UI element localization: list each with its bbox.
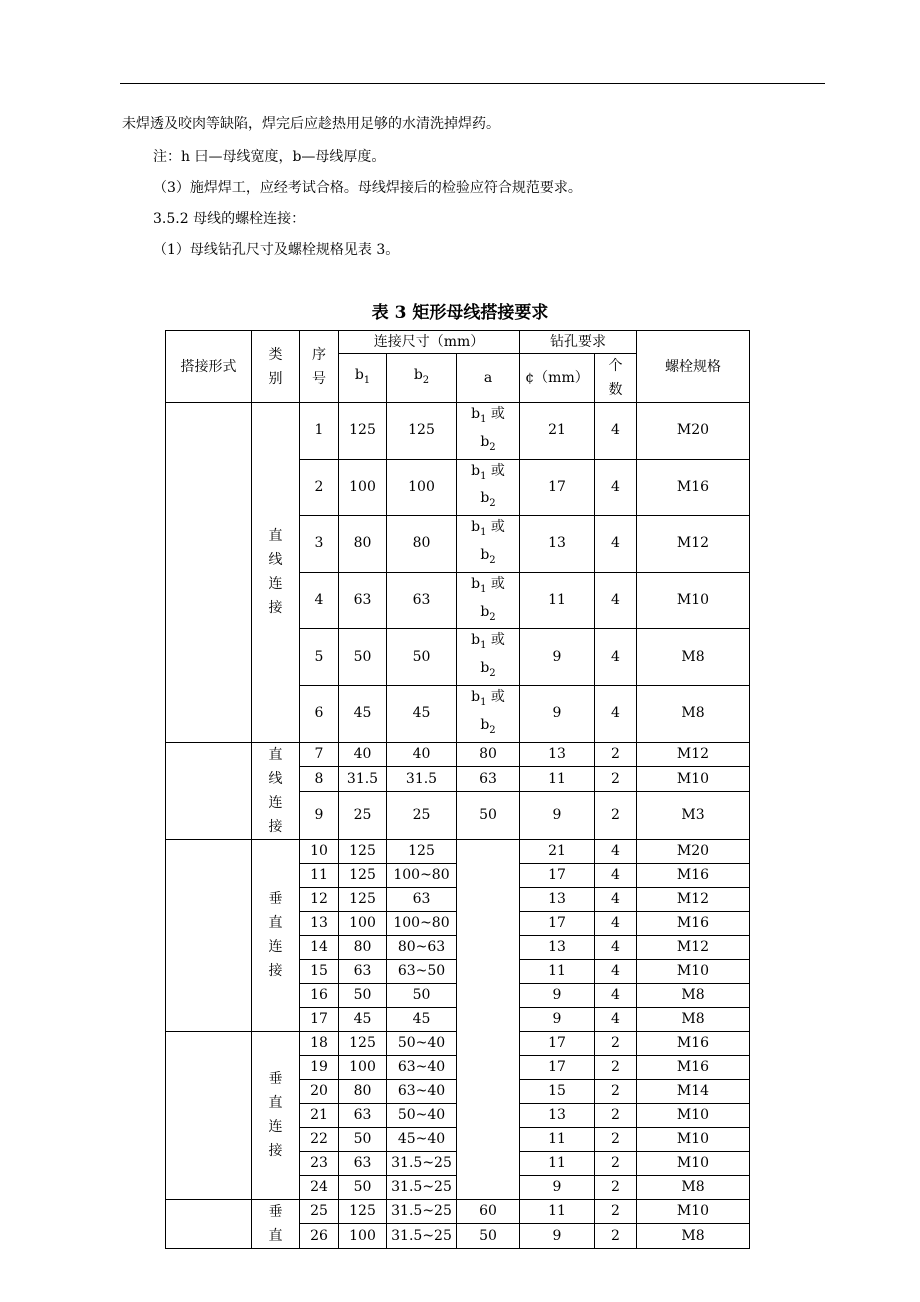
category-text: 直线连接 bbox=[268, 746, 283, 835]
b1-cell: 63 bbox=[339, 1103, 387, 1127]
seq-cell: 18 bbox=[300, 1031, 339, 1055]
b1-cell: 100 bbox=[339, 911, 387, 935]
table-title: 表 3 矩形母线搭接要求 bbox=[371, 303, 549, 323]
b1-cell: 125 bbox=[339, 887, 387, 911]
seq-cell: 25 bbox=[300, 1199, 339, 1224]
a-b-letter: b bbox=[480, 490, 490, 507]
count-cell: 2 bbox=[595, 767, 637, 792]
seq-cell: 8 bbox=[300, 767, 339, 792]
a-or-text: 或 bbox=[486, 575, 505, 592]
seq-cell: 4 bbox=[300, 572, 339, 629]
dia-cell: 11 bbox=[520, 767, 595, 792]
bolt-cell: M12 bbox=[637, 742, 750, 767]
a-sub-2: 2 bbox=[489, 667, 496, 679]
b1-cell: 50 bbox=[339, 1175, 387, 1199]
header-drill: 钻孔要求 bbox=[520, 331, 637, 354]
seq-cell: 14 bbox=[300, 935, 339, 959]
header-b2-letter: b bbox=[413, 367, 423, 384]
b2-cell: 100~80 bbox=[387, 911, 457, 935]
seq-cell: 3 bbox=[300, 516, 339, 573]
busbar-overlap-table bbox=[165, 330, 750, 1249]
form-cell bbox=[166, 1031, 252, 1199]
table-row bbox=[166, 839, 750, 863]
count-cell: 2 bbox=[595, 1175, 637, 1199]
bolt-cell: M16 bbox=[637, 1031, 750, 1055]
a-or-text: 或 bbox=[486, 632, 505, 649]
b1-cell: 50 bbox=[339, 629, 387, 686]
b2-cell: 40 bbox=[387, 742, 457, 767]
count-cell: 4 bbox=[595, 911, 637, 935]
a-cell: 50 bbox=[457, 1224, 520, 1249]
count-cell: 2 bbox=[595, 1224, 637, 1249]
seq-cell: 6 bbox=[300, 685, 339, 742]
b1-cell: 125 bbox=[339, 1199, 387, 1224]
a-b-letter: b bbox=[471, 519, 481, 536]
b2-cell: 25 bbox=[387, 791, 457, 839]
dia-cell: 9 bbox=[520, 685, 595, 742]
count-cell: 2 bbox=[595, 1031, 637, 1055]
b1-cell: 40 bbox=[339, 742, 387, 767]
a-b-letter: b bbox=[471, 462, 481, 479]
dia-cell: 11 bbox=[520, 1199, 595, 1224]
bolt-cell: M12 bbox=[637, 887, 750, 911]
a-cell bbox=[457, 685, 520, 742]
header-category-text: 类别 bbox=[268, 346, 283, 387]
bolt-cell: M8 bbox=[637, 685, 750, 742]
header-conn-size: 连接尺寸（mm） bbox=[339, 331, 520, 354]
a-b-letter: b bbox=[471, 575, 481, 592]
category-cell bbox=[252, 1199, 300, 1248]
bolt-cell: M16 bbox=[637, 459, 750, 516]
b2-cell: 63~40 bbox=[387, 1079, 457, 1103]
category-text: 垂直连接 bbox=[268, 891, 283, 980]
a-cell: 60 bbox=[457, 1199, 520, 1224]
dia-cell: 9 bbox=[520, 1175, 595, 1199]
b2-cell: 50~40 bbox=[387, 1103, 457, 1127]
a-b-letter: b bbox=[480, 603, 490, 620]
category-cell bbox=[252, 403, 300, 743]
count-cell: 4 bbox=[595, 959, 637, 983]
b2-cell: 31.5~25 bbox=[387, 1199, 457, 1224]
dia-cell: 17 bbox=[520, 911, 595, 935]
dia-cell: 11 bbox=[520, 959, 595, 983]
a-or-text: 或 bbox=[486, 406, 505, 422]
bolt-cell: M10 bbox=[637, 1199, 750, 1224]
b1-cell: 50 bbox=[339, 983, 387, 1007]
a-b-letter: b bbox=[471, 406, 481, 422]
category-cell bbox=[252, 742, 300, 839]
bolt-cell: M12 bbox=[637, 516, 750, 573]
header-b1-letter: b bbox=[354, 367, 364, 384]
bolt-cell: M8 bbox=[637, 1224, 750, 1249]
seq-cell: 2 bbox=[300, 459, 339, 516]
dia-cell: 17 bbox=[520, 1055, 595, 1079]
seq-cell: 13 bbox=[300, 911, 339, 935]
a-sub-1: 1 bbox=[480, 526, 487, 538]
a-sub-1: 1 bbox=[480, 696, 487, 708]
a-cell: 63 bbox=[457, 767, 520, 792]
a-cell: 50 bbox=[457, 791, 520, 839]
dia-cell: 9 bbox=[520, 791, 595, 839]
bolt-cell: M10 bbox=[637, 767, 750, 792]
form-cell bbox=[166, 1199, 252, 1248]
b1-cell: 31.5 bbox=[339, 767, 387, 792]
b1-cell: 63 bbox=[339, 572, 387, 629]
count-cell: 4 bbox=[595, 685, 637, 742]
count-cell: 4 bbox=[595, 459, 637, 516]
header-count-text: 个数 bbox=[608, 358, 623, 398]
count-cell: 4 bbox=[595, 516, 637, 573]
count-cell: 4 bbox=[595, 572, 637, 629]
a-sub-2: 2 bbox=[489, 498, 496, 510]
header-b1 bbox=[339, 354, 387, 403]
dia-cell: 13 bbox=[520, 887, 595, 911]
seq-cell: 26 bbox=[300, 1224, 339, 1249]
table-row bbox=[166, 403, 750, 460]
table-row bbox=[166, 742, 750, 767]
b2-cell: 45 bbox=[387, 1007, 457, 1031]
b1-cell: 25 bbox=[339, 791, 387, 839]
dia-cell: 13 bbox=[520, 935, 595, 959]
bolt-cell: M10 bbox=[637, 1151, 750, 1175]
b1-cell: 125 bbox=[339, 863, 387, 887]
header-form: 搭接形式 bbox=[166, 331, 252, 403]
header-rule bbox=[120, 83, 825, 84]
b2-cell: 45 bbox=[387, 685, 457, 742]
a-sub-1: 1 bbox=[480, 583, 487, 595]
count-cell: 4 bbox=[595, 1007, 637, 1031]
count-cell: 2 bbox=[595, 1127, 637, 1151]
b2-cell: 125 bbox=[387, 403, 457, 460]
seq-cell: 7 bbox=[300, 742, 339, 767]
a-sub-2: 2 bbox=[489, 554, 496, 566]
b1-cell: 45 bbox=[339, 1007, 387, 1031]
table-row bbox=[166, 1199, 750, 1224]
bolt-cell: M16 bbox=[637, 863, 750, 887]
a-cell-merged bbox=[457, 839, 520, 1199]
dia-cell: 17 bbox=[520, 459, 595, 516]
a-b-letter: b bbox=[480, 546, 490, 563]
count-cell: 2 bbox=[595, 742, 637, 767]
bolt-cell: M10 bbox=[637, 959, 750, 983]
b2-cell: 31.5~25 bbox=[387, 1224, 457, 1249]
a-cell bbox=[457, 403, 520, 460]
dia-cell: 17 bbox=[520, 863, 595, 887]
dia-cell: 9 bbox=[520, 983, 595, 1007]
count-cell: 4 bbox=[595, 839, 637, 863]
b2-cell: 45~40 bbox=[387, 1127, 457, 1151]
dia-cell: 21 bbox=[520, 839, 595, 863]
b1-cell: 125 bbox=[339, 1031, 387, 1055]
b2-cell: 31.5~25 bbox=[387, 1151, 457, 1175]
category-text: 直线连接 bbox=[268, 528, 283, 617]
b1-cell: 80 bbox=[339, 935, 387, 959]
b1-cell: 80 bbox=[339, 516, 387, 573]
b2-cell: 100~80 bbox=[387, 863, 457, 887]
b1-cell: 80 bbox=[339, 1079, 387, 1103]
dia-cell: 15 bbox=[520, 1079, 595, 1103]
category-cell bbox=[252, 839, 300, 1031]
b2-cell: 100 bbox=[387, 459, 457, 516]
b2-cell: 80 bbox=[387, 516, 457, 573]
a-cell bbox=[457, 629, 520, 686]
count-cell: 4 bbox=[595, 863, 637, 887]
bolt-cell: M8 bbox=[637, 1175, 750, 1199]
b1-cell: 63 bbox=[339, 1151, 387, 1175]
bolt-cell: M10 bbox=[637, 572, 750, 629]
header-dia: ¢（mm） bbox=[520, 354, 595, 403]
bolt-cell: M8 bbox=[637, 1007, 750, 1031]
seq-cell: 20 bbox=[300, 1079, 339, 1103]
seq-cell: 19 bbox=[300, 1055, 339, 1079]
dia-cell: 11 bbox=[520, 1127, 595, 1151]
a-cell bbox=[457, 459, 520, 516]
dia-cell: 11 bbox=[520, 572, 595, 629]
b1-cell: 100 bbox=[339, 1055, 387, 1079]
b2-cell: 63~50 bbox=[387, 959, 457, 983]
a-or-text: 或 bbox=[486, 688, 505, 705]
category-text: 垂直连接 bbox=[268, 1071, 283, 1160]
seq-cell: 5 bbox=[300, 629, 339, 686]
a-sub-1: 1 bbox=[480, 470, 487, 482]
count-cell: 4 bbox=[595, 887, 637, 911]
bolt-cell: M12 bbox=[637, 935, 750, 959]
seq-cell: 17 bbox=[300, 1007, 339, 1031]
a-b-letter: b bbox=[471, 688, 481, 705]
a-sub-2: 2 bbox=[489, 441, 496, 453]
paragraph-section-352: 3.5.2 母线的螺栓连接： bbox=[153, 211, 306, 227]
header-category bbox=[252, 331, 300, 403]
b1-cell: 125 bbox=[339, 403, 387, 460]
bolt-cell: M16 bbox=[637, 1055, 750, 1079]
b2-cell: 63 bbox=[387, 572, 457, 629]
a-sub-2: 2 bbox=[489, 724, 496, 736]
category-cell bbox=[252, 1031, 300, 1199]
b2-cell: 31.5 bbox=[387, 767, 457, 792]
b1-cell: 100 bbox=[339, 459, 387, 516]
dia-cell: 11 bbox=[520, 1151, 595, 1175]
bolt-cell: M10 bbox=[637, 1127, 750, 1151]
seq-cell: 11 bbox=[300, 863, 339, 887]
count-cell: 4 bbox=[595, 983, 637, 1007]
seq-cell: 15 bbox=[300, 959, 339, 983]
header-seq-text: 序号 bbox=[312, 346, 326, 387]
table-body bbox=[166, 331, 750, 1249]
paragraph-1: 未焊透及咬肉等缺陷，焊完后应趁热用足够的水清洗掉焊药。 bbox=[122, 116, 500, 132]
dia-cell: 9 bbox=[520, 1224, 595, 1249]
bolt-cell: M14 bbox=[637, 1079, 750, 1103]
b2-cell: 63~40 bbox=[387, 1055, 457, 1079]
seq-cell: 1 bbox=[300, 403, 339, 460]
dia-cell: 9 bbox=[520, 629, 595, 686]
seq-cell: 10 bbox=[300, 839, 339, 863]
header-b1-sub: 1 bbox=[363, 374, 371, 386]
count-cell: 2 bbox=[595, 1055, 637, 1079]
b1-cell: 45 bbox=[339, 685, 387, 742]
a-or-text: 或 bbox=[486, 462, 505, 479]
count-cell: 4 bbox=[595, 935, 637, 959]
count-cell: 2 bbox=[595, 1103, 637, 1127]
count-cell: 2 bbox=[595, 1079, 637, 1103]
b1-cell: 63 bbox=[339, 959, 387, 983]
count-cell: 2 bbox=[595, 1151, 637, 1175]
count-cell: 4 bbox=[595, 403, 637, 460]
count-cell: 2 bbox=[595, 791, 637, 839]
form-cell bbox=[166, 742, 252, 839]
dia-cell: 13 bbox=[520, 516, 595, 573]
dia-cell: 9 bbox=[520, 1007, 595, 1031]
paragraph-note: 注：h 曰—母线宽度，b—母线厚度。 bbox=[153, 149, 386, 165]
b2-cell: 80~63 bbox=[387, 935, 457, 959]
bolt-cell: M8 bbox=[637, 983, 750, 1007]
a-sub-2: 2 bbox=[489, 611, 496, 623]
header-bolt: 螺栓规格 bbox=[637, 331, 750, 403]
b1-cell: 125 bbox=[339, 839, 387, 863]
header-b2-sub: 2 bbox=[422, 374, 430, 386]
b2-cell: 50~40 bbox=[387, 1031, 457, 1055]
a-sub-1: 1 bbox=[480, 640, 487, 652]
a-cell: 80 bbox=[457, 742, 520, 767]
seq-cell: 23 bbox=[300, 1151, 339, 1175]
dia-cell: 13 bbox=[520, 742, 595, 767]
a-b-letter: b bbox=[480, 660, 490, 677]
category-text: 垂直 bbox=[268, 1203, 283, 1244]
dia-cell: 21 bbox=[520, 403, 595, 460]
bolt-cell: M20 bbox=[637, 403, 750, 460]
header-b2 bbox=[387, 354, 457, 403]
b1-cell: 50 bbox=[339, 1127, 387, 1151]
paragraph-1-drill: （1）母线钻孔尺寸及螺栓规格见表 3。 bbox=[153, 242, 400, 258]
seq-cell: 24 bbox=[300, 1175, 339, 1199]
seq-cell: 12 bbox=[300, 887, 339, 911]
header-a: a bbox=[457, 354, 520, 403]
a-cell bbox=[457, 572, 520, 629]
count-cell: 4 bbox=[595, 629, 637, 686]
a-cell bbox=[457, 516, 520, 573]
header-count bbox=[595, 354, 637, 403]
seq-cell: 22 bbox=[300, 1127, 339, 1151]
a-b-letter: b bbox=[471, 632, 481, 649]
a-b-letter: b bbox=[480, 433, 490, 450]
bolt-cell: M3 bbox=[637, 791, 750, 839]
paragraph-3: （3）施焊焊工，应经考试合格。母线焊接后的检验应符合规范要求。 bbox=[153, 180, 582, 196]
b2-cell: 31.5~25 bbox=[387, 1175, 457, 1199]
dia-cell: 17 bbox=[520, 1031, 595, 1055]
seq-cell: 9 bbox=[300, 791, 339, 839]
bolt-cell: M20 bbox=[637, 839, 750, 863]
header-seq bbox=[300, 331, 339, 403]
seq-cell: 21 bbox=[300, 1103, 339, 1127]
seq-cell: 16 bbox=[300, 983, 339, 1007]
b2-cell: 50 bbox=[387, 629, 457, 686]
form-cell bbox=[166, 403, 252, 743]
bolt-cell: M8 bbox=[637, 629, 750, 686]
dia-cell: 13 bbox=[520, 1103, 595, 1127]
a-or-text: 或 bbox=[486, 519, 505, 536]
a-b-letter: b bbox=[480, 716, 490, 733]
form-cell bbox=[166, 839, 252, 1031]
b2-cell: 63 bbox=[387, 887, 457, 911]
bolt-cell: M16 bbox=[637, 911, 750, 935]
b2-cell: 125 bbox=[387, 839, 457, 863]
a-sub-1: 1 bbox=[480, 413, 487, 425]
count-cell: 2 bbox=[595, 1199, 637, 1224]
bolt-cell: M10 bbox=[637, 1103, 750, 1127]
b2-cell: 50 bbox=[387, 983, 457, 1007]
b1-cell: 100 bbox=[339, 1224, 387, 1249]
